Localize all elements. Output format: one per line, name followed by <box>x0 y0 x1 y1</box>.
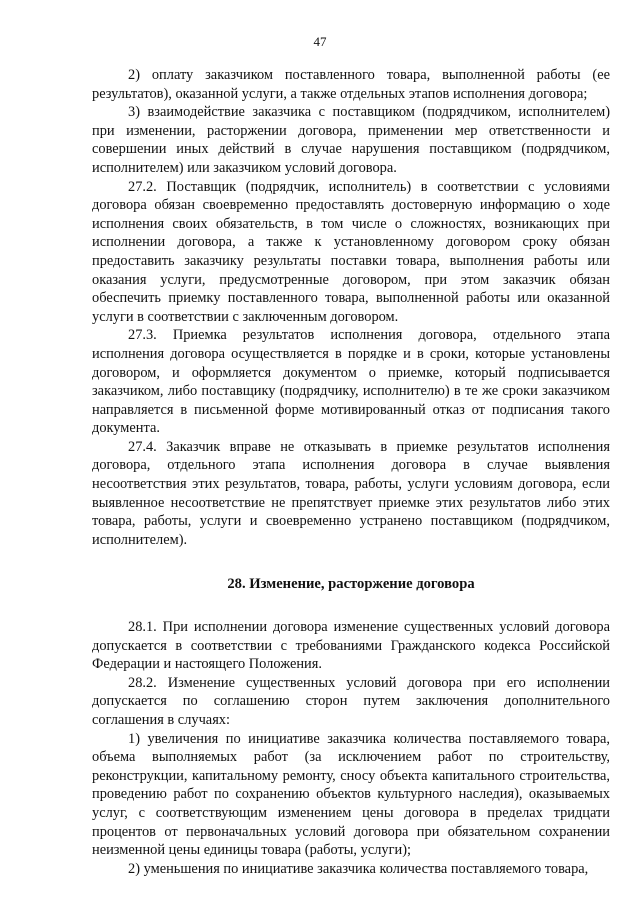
paragraph-item-2-payment: 2) оплату заказчиком поставленного товара, выполненной работы (ее результатов), оказанной услуги, а также отдельных этапов исполнения договора; <box>92 67 610 102</box>
paragraph-27-2: 27.2. Поставщик (подрядчик, исполнитель) в соответствии с условиями договора обязан своевременно предоставлять достоверную информацию о ходе исполнения своих обязательств, в том числе о сложностях, возникающих при исполнении договора, а также к установленному договором сроку обязан предоставить заказчику результаты поставки товара, выполнения работы или оказания услуги, предусмотренные договором, при этом заказчик обязан обеспечить приемку поставленного товара, выполненной работы или оказанной услуги в соответствии с заключенным договором. <box>92 178 610 325</box>
paragraph-28-2-item-1: 1) увеличения по инициативе заказчика количества поставляемого товара, объема выполняемых работ (за исключением работ по строительству, реконструкции, капитальному ремонту, сносу объекта капитального строительства, проведению работ по сохранению объектов культурного наследия), оказываемых услуг, с соответствующим изменением цены договора в пределах тридцати процентов от первоначальных условий договора при обязательном сохранении неизменной цены единицы товара (работы, услуги); <box>92 730 610 859</box>
paragraph-28-2: 28.2. Изменение существенных условий договора при его исполнении допускается по соглашению сторон путем заключения дополнительного соглашения в случаях: <box>92 674 610 728</box>
paragraph-27-4: 27.4. Заказчик вправе не отказывать в приемке результатов исполнения договора, отдельного этапа исполнения договора в случае выявления несоответствия этих результатов, товара, работы, услуги условиям договора, если выявленное несоответствие не препятствует приемке этих результатов либо этих товара, работы, услуги и своевременно устранено поставщиком (подрядчиком, исполнителем). <box>92 438 610 548</box>
paragraph-28-1: 28.1. При исполнении договора изменение существенных условий договора допускается в соответствии с требованиями Гражданского кодекса Российской Федерации и настоящего Положения. <box>92 619 610 673</box>
paragraph-27-3: 27.3. Приемка результатов исполнения договора, отдельного этапа исполнения договора осуществляется в порядке и в сроки, которые установлены договором, и оформляется документом о приемке, который подписывается заказчиком, либо поставщику (подрядчику, исполнителю) в те же сроки заказчиком направляется в письменной форме мотивированный отказ от подписания такого документа. <box>92 327 610 437</box>
paragraph-28-2-item-2: 2) уменьшения по инициативе заказчика количества поставляемого товара, <box>128 860 589 877</box>
page-content <box>92 66 610 878</box>
section-heading: 28. Изменение, расторжение договора <box>227 576 475 593</box>
page-number: 47 <box>313 34 327 49</box>
paragraph-item-3-interaction: 3) взаимодействие заказчика с поставщиком (подрядчиком, исполнителем) при изменении, расторжении договора, применении мер ответственности и совершении иных действий в случае нарушения поставщиком (подрядчиком, исполнителем) или заказчиком условий договора. <box>92 104 610 176</box>
